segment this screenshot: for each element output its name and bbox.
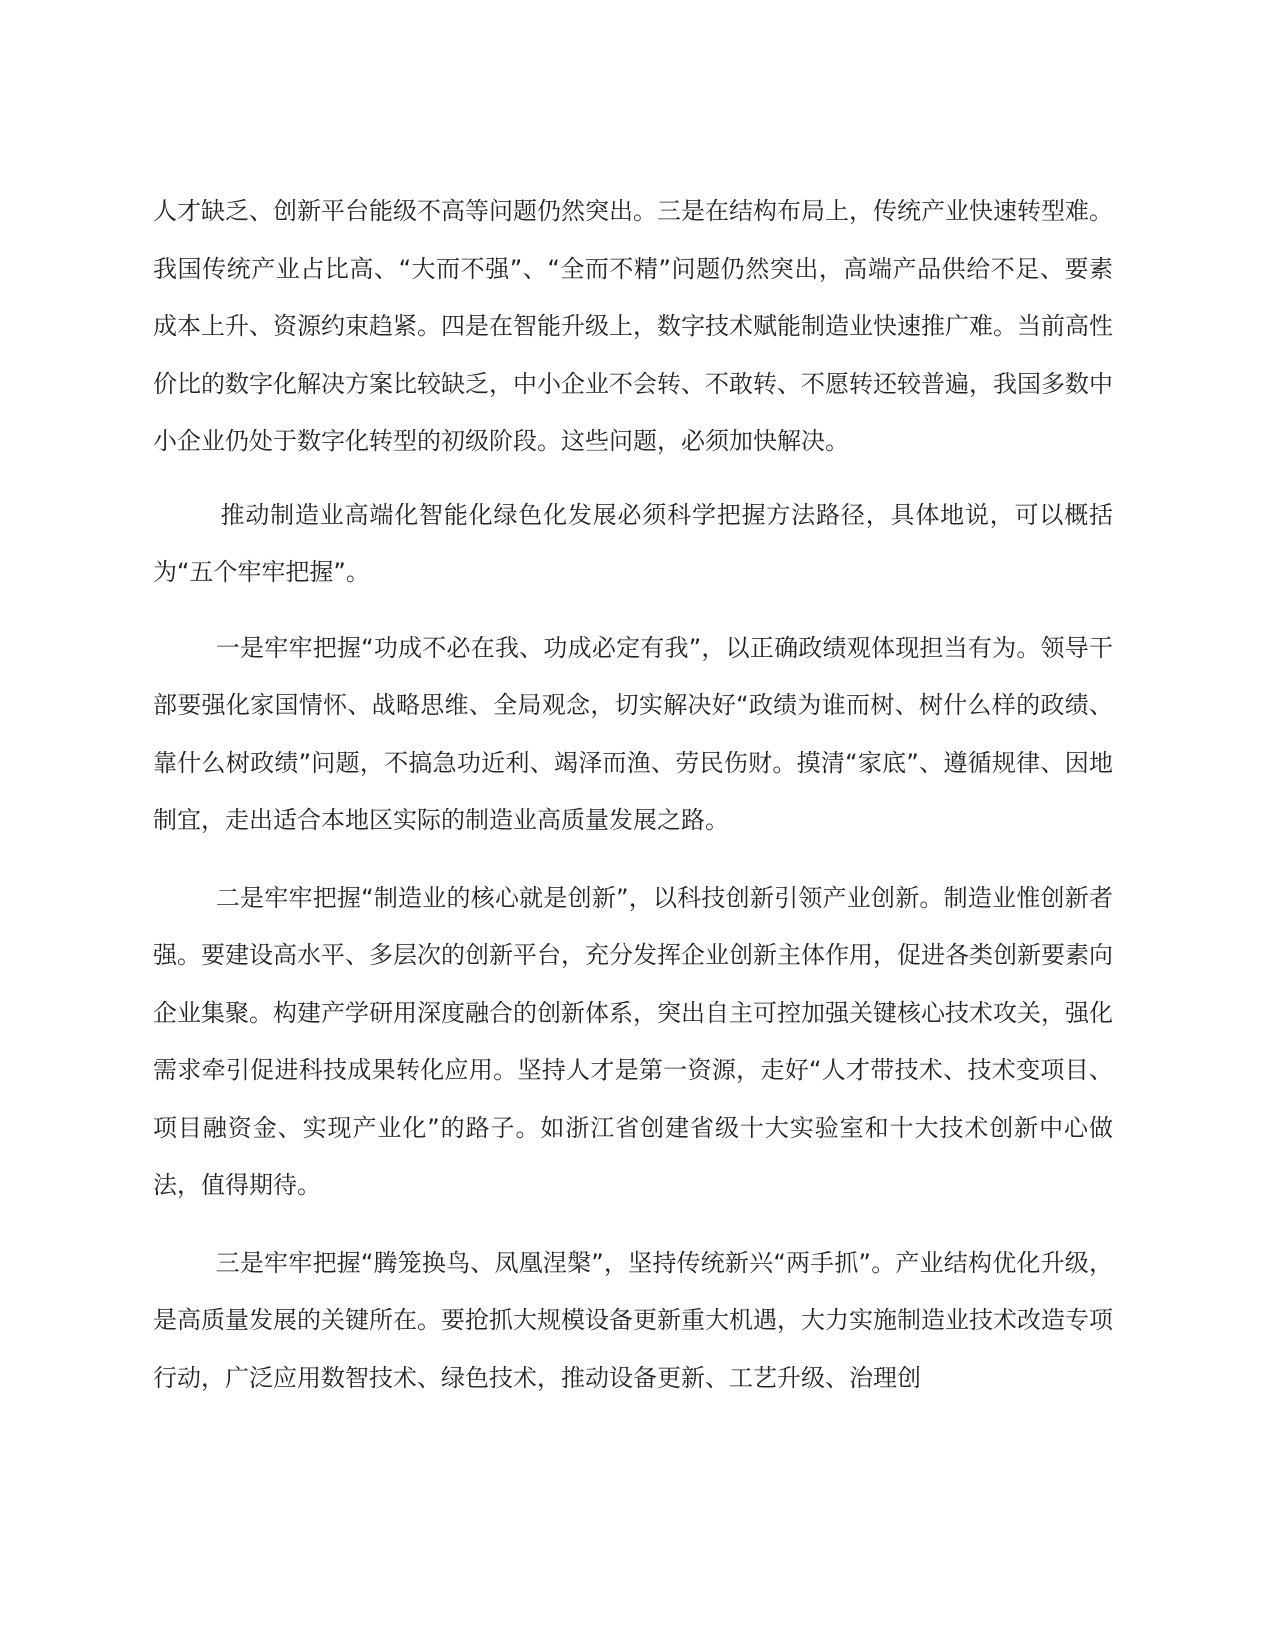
paragraph-1: 人才缺乏、创新平台能级不高等问题仍然突出。三是在结构布局上，传统产业快速转型难。我国传统产业占比高、“大而不强”、“全而不精”问题仍然突出，高端产品供给不足、要素成本上升、资源约束趋紧。四是在智能升级上，数字技术赋能制造业快速推广难。当前高性价比的数字化解决方案比较缺乏，中小企业不会转、不敢转、不愿转还较普遍，我国多数中小企业仍处于数字化转型的初级阶段。这些问题，必须加快解决。 (153, 197, 1113, 455)
paragraph-4: 二是牢牢把握“制造业的核心就是创新”，以科技创新引领产业创新。制造业惟创新者强。要建设高水平、多层次的创新平台，充分发挥企业创新主体作用，促进各类创新要素向企业集聚。构建产学研用深度融合的创新体系，突出自主可控加强关键核心技术攻关，强化需求牵引促进科技成果转化应用。坚持人才是第一资源，走好“人才带技术、技术变项目、项目融资金、实现产业化”的路子。如浙江省创建省级十大实验室和十大技术创新中心做法，值得期待。 (153, 883, 1113, 1199)
document-body (153, 183, 1113, 1407)
paragraph-2: 推动制造业高端化智能化绿色化发展必须科学把握方法路径，具体地说，可以概括为“五个牢牢把握”。 (153, 500, 1114, 586)
paragraph-5: 三是牢牢把握“腾笼换鸟、凤凰涅槃”，坚持传统新兴“两手抓”。产业结构优化升级，是高质量发展的关键所在。要抢抓大规模设备更新重大机遇，大力实施制造业技术改造专项行动，广泛应用数智技术、绿色技术，推动设备更新、工艺升级、治理创 (153, 1248, 1114, 1392)
paragraph-3: 一是牢牢把握“功成不必在我、功成必定有我”，以正确政绩观体现担当有为。领导干部要强化家国情怀、战略思维、全局观念，切实解决好“政绩为谁而树、树什么样的政绩、靠什么树政绩”问题，不搞急功近利、竭泽而渔、劳民伤财。摸清“家底”、遵循规律、因地制宜，走出适合本地区实际的制造业高质量发展之路。 (153, 633, 1113, 834)
